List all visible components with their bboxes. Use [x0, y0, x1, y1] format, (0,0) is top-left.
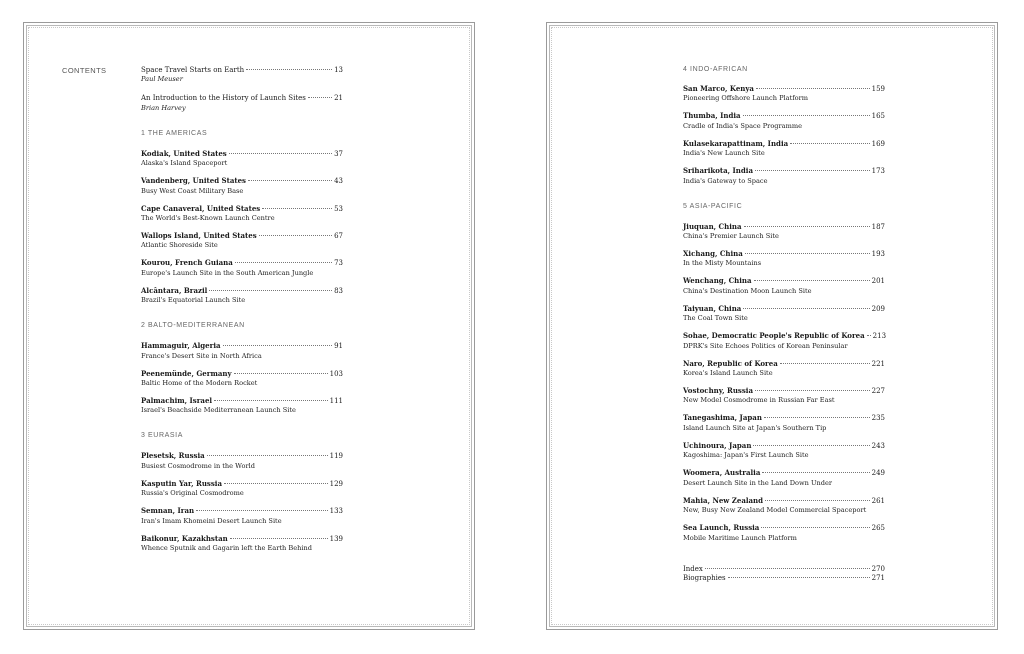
- toc-entry-page: 111: [329, 397, 343, 406]
- toc-entry-page: 43: [334, 177, 343, 186]
- toc-entry-subtitle: The Coal Town Site: [683, 314, 748, 323]
- toc-entry[interactable]: [683, 139, 885, 158]
- dot-leader: [235, 262, 332, 263]
- toc-entry-page: 129: [329, 479, 343, 488]
- dot-leader: [705, 568, 870, 569]
- left-page: [23, 22, 475, 630]
- toc-entry-row: [683, 523, 885, 533]
- dot-leader: [229, 153, 332, 154]
- dot-leader: [207, 455, 328, 456]
- toc-entry-page: 169: [871, 139, 885, 148]
- toc-entry-subtitle: France's Desert Site in North Africa: [141, 351, 262, 360]
- toc-entry-row: [683, 496, 885, 506]
- toc-entry-page: 159: [871, 85, 885, 93]
- dot-leader: [790, 143, 869, 144]
- toc-entry-row: [141, 258, 343, 268]
- toc-entry-title: Alcântara, Brazil: [141, 285, 208, 295]
- toc-entry-row: [141, 506, 343, 516]
- dot-leader: [765, 500, 870, 501]
- toc-backmatter-row[interactable]: [683, 565, 885, 574]
- toc-entry-page: 187: [871, 222, 885, 231]
- toc-entry-row: [683, 111, 885, 121]
- dot-leader: [234, 373, 328, 374]
- toc-entry-title: Sea Launch, Russia: [683, 523, 760, 533]
- toc-entry-title: Thumba, India: [683, 111, 741, 121]
- dot-leader: [743, 115, 870, 116]
- toc-entry[interactable]: [683, 249, 885, 268]
- toc-right: [683, 66, 885, 583]
- dot-leader: [780, 363, 870, 364]
- toc-entry-title: Kodiak, United States: [141, 148, 227, 158]
- section-heading: 2 BALTO-MEDITERRANEAN: [141, 322, 245, 330]
- toc-entry-row: [141, 231, 343, 241]
- toc-entry-title: Baikonur, Kazakhstan: [141, 533, 228, 543]
- dot-leader: [743, 308, 869, 309]
- toc-entry[interactable]: [683, 468, 885, 487]
- toc-entry[interactable]: [141, 396, 343, 415]
- toc-entry[interactable]: [683, 441, 885, 460]
- dot-leader: [756, 88, 870, 89]
- toc-entry[interactable]: [141, 286, 343, 305]
- toc-entry-subtitle: India's New Launch Site: [683, 149, 765, 158]
- toc-entry-page: 271: [871, 573, 885, 582]
- section-heading: 4 INDO-AFRICAN: [683, 66, 748, 73]
- toc-entry-page: 265: [871, 524, 885, 533]
- toc-entry-page: 193: [871, 250, 885, 259]
- toc-entry-page: 201: [871, 277, 885, 286]
- toc-entry-subtitle: In the Misty Mountains: [683, 259, 762, 268]
- toc-entry-title: Cape Canaveral, United States: [141, 203, 261, 213]
- toc-entry-subtitle: Brazil's Equatorial Launch Site: [141, 296, 246, 305]
- dot-leader: [248, 180, 332, 181]
- back-matter: [683, 565, 885, 583]
- toc-entry[interactable]: [141, 94, 343, 112]
- dot-leader: [755, 390, 870, 391]
- toc-entry-page: 53: [334, 204, 343, 213]
- toc-entry-row: [141, 286, 343, 296]
- toc-entry[interactable]: [683, 523, 885, 542]
- toc-entry-row: [141, 396, 343, 406]
- dot-leader: [223, 345, 333, 346]
- toc-entry-row: [141, 176, 343, 186]
- toc-entry-subtitle: Busy West Coast Military Base: [141, 186, 244, 195]
- toc-entry-page: 73: [334, 259, 343, 268]
- dot-leader: [744, 226, 870, 227]
- toc-entry-title: Kulasekarapattinam, India: [683, 138, 789, 148]
- toc-entry-subtitle: India's Gateway to Space: [683, 176, 768, 185]
- toc-entry[interactable]: [141, 341, 343, 360]
- toc-entry-subtitle: Mobile Maritime Launch Platform: [683, 533, 797, 542]
- toc-entry[interactable]: [683, 331, 885, 350]
- dot-leader: [745, 253, 870, 254]
- toc-entry-subtitle: Europe's Launch Site in the South American Jungle: [141, 268, 314, 277]
- dot-leader: [308, 97, 332, 98]
- toc-entry-title: Xichang, China: [683, 249, 743, 259]
- toc-entry[interactable]: [141, 534, 343, 553]
- toc-entry-title: An Introduction to the History of Launch Sites: [141, 94, 306, 103]
- toc-entry-title: Biographies: [683, 573, 726, 582]
- toc-entry-page: 173: [871, 167, 885, 176]
- toc-entry-row: [141, 149, 343, 159]
- toc-entry-row: [683, 331, 885, 341]
- toc-entry-subtitle: New, Busy New Zealand Model Commercial Spaceport: [683, 506, 867, 515]
- toc-entry-title: San Marco, Kenya: [683, 84, 754, 93]
- toc-entry-page: 213: [872, 332, 887, 341]
- toc-entry-row: [683, 276, 885, 286]
- toc-entry-title: Wallops Island, United States: [141, 231, 257, 241]
- contents-heading: CONTENTS: [62, 66, 107, 75]
- toc-entry-subtitle: Whence Sputnik and Gagarin left the Earth Behind: [141, 544, 312, 553]
- dot-leader: [209, 290, 332, 291]
- toc-entry-row: [683, 222, 885, 232]
- toc-entry-row: [141, 66, 343, 75]
- toc-entry-title: Peenemünde, Germany: [141, 368, 232, 378]
- toc-entry-page: 13: [334, 66, 343, 74]
- toc-entry[interactable]: [683, 304, 885, 323]
- toc-entry-row: [141, 94, 343, 103]
- toc-entry-subtitle: Kagoshima: Japan's First Launch Site: [683, 451, 809, 460]
- toc-entry[interactable]: [683, 386, 885, 405]
- toc-entry-subtitle: The World's Best-Known Launch Centre: [141, 214, 275, 223]
- toc-entry[interactable]: [683, 84, 885, 103]
- dot-leader: [262, 208, 332, 209]
- toc-entry-author: Paul Meuser: [141, 75, 183, 84]
- toc-entry-subtitle: Island Launch Site at Japan's Southern Tip: [683, 423, 827, 432]
- toc-entry-title: Jiuquan, China: [683, 221, 742, 231]
- toc-entry[interactable]: [141, 506, 343, 525]
- dot-leader: [761, 527, 869, 528]
- toc-entry-page: 165: [871, 112, 885, 121]
- toc-entry-row: [683, 468, 885, 478]
- toc-entry-page: 139: [329, 534, 343, 543]
- toc-entry-row: [683, 84, 885, 94]
- toc-entry-page: 270: [871, 564, 885, 573]
- toc-entry-row: [141, 369, 343, 379]
- toc-entry-row: [683, 139, 885, 149]
- toc-entry-title: Taiyuan, China: [683, 303, 742, 313]
- toc-entry-row: [141, 479, 343, 489]
- toc-entry-title: Naro, Republic of Korea: [683, 358, 778, 368]
- toc-entry[interactable]: [683, 359, 885, 378]
- toc-entry-title: Tanegashima, Japan: [683, 413, 762, 423]
- toc-entry-subtitle: Desert Launch Site in the Land Down Under: [683, 478, 833, 487]
- toc-backmatter-row[interactable]: [683, 574, 885, 583]
- toc-entry-page: 67: [334, 232, 343, 241]
- dot-leader: [246, 69, 332, 70]
- toc-entry-row: [683, 441, 885, 451]
- toc-entry-page: 119: [329, 452, 343, 461]
- toc-entry-subtitle: Israel's Beachside Mediterranean Launch Site: [141, 406, 296, 415]
- dot-leader: [214, 400, 328, 401]
- toc-entry-title: Kourou, French Guiana: [141, 258, 233, 268]
- dot-leader: [728, 577, 870, 578]
- toc-entry-subtitle: Alaska's Island Spaceport: [141, 159, 228, 168]
- section-heading: 5 ASIA-PACIFIC: [683, 202, 743, 210]
- dot-leader: [196, 510, 328, 511]
- toc-entry-subtitle: Korea's Island Launch Site: [683, 369, 773, 378]
- toc-entry-title: Space Travel Starts on Earth: [141, 66, 245, 74]
- toc-entry-row: [683, 413, 885, 423]
- dot-leader: [764, 417, 870, 418]
- toc-entry-title: Uchinoura, Japan: [683, 440, 752, 450]
- toc-entry[interactable]: [683, 276, 885, 295]
- toc-entry-page: 103: [329, 369, 343, 378]
- toc-entry[interactable]: [683, 222, 885, 241]
- toc-entry[interactable]: [141, 231, 343, 250]
- toc-entry-subtitle: DPRK's Site Echoes Politics of Korean Peninsular: [683, 341, 848, 350]
- toc-entry-page: 133: [329, 507, 343, 516]
- toc-entry-row: [141, 451, 343, 461]
- toc-entry-subtitle: Busiest Cosmodrome in the World: [141, 461, 255, 470]
- toc-entry-row: [141, 534, 343, 544]
- toc-entry-title: Sohae, Democratic People's Republic of Korea: [683, 331, 865, 341]
- toc-entry-row: [141, 204, 343, 214]
- toc-entry-subtitle: China's Premier Launch Site: [683, 232, 779, 241]
- toc-entry-page: 235: [871, 414, 885, 423]
- toc-entry[interactable]: [683, 166, 885, 185]
- section-heading: 1 THE AMERICAS: [141, 129, 208, 137]
- toc-entry[interactable]: [683, 111, 885, 130]
- toc-entry-subtitle: Russia's Original Cosmodrome: [141, 489, 244, 498]
- toc-entry-subtitle: China's Destination Moon Launch Site: [683, 286, 812, 295]
- toc-entry-row: [683, 249, 885, 259]
- toc-entry-page: 91: [334, 342, 343, 351]
- toc-entry-title: Woomera, Australia: [683, 468, 761, 478]
- dot-leader: [259, 235, 332, 236]
- toc-entry-subtitle: Pioneering Offshore Launch Platform: [683, 94, 809, 103]
- toc-entry-page: 249: [871, 469, 885, 478]
- toc-entry-title: Vostochny, Russia: [683, 386, 753, 396]
- toc-entry-title: Vandenberg, United States: [141, 176, 246, 186]
- toc-entry[interactable]: [683, 413, 885, 432]
- toc-entry[interactable]: [141, 451, 343, 470]
- toc-entry-subtitle: Baltic Home of the Modern Rocket: [141, 379, 258, 388]
- toc-entry-row: [683, 166, 885, 176]
- dot-leader: [230, 538, 328, 539]
- dot-leader: [755, 170, 870, 171]
- dot-leader: [867, 335, 871, 336]
- toc-entry-title: Kasputin Yar, Russia: [141, 478, 222, 488]
- toc-entry-page: 21: [334, 94, 343, 103]
- dot-leader: [762, 472, 869, 473]
- toc-entry-row: [683, 359, 885, 369]
- toc-entry[interactable]: [683, 496, 885, 515]
- toc-entry-row: [683, 304, 885, 314]
- dot-leader: [754, 280, 870, 281]
- toc-entry[interactable]: [141, 258, 343, 277]
- toc-entry[interactable]: [141, 369, 343, 388]
- toc-entry[interactable]: [141, 204, 343, 223]
- toc-entry-subtitle: Cradle of India's Space Programme: [683, 121, 802, 130]
- toc-entry-title: Palmachim, Israel: [141, 396, 213, 406]
- toc-entry-page: 243: [871, 441, 885, 450]
- toc-entry-subtitle: New Model Cosmodrome in Russian Far East: [683, 396, 835, 405]
- toc-left: [141, 66, 343, 561]
- toc-entry-row: [683, 386, 885, 396]
- dot-leader: [224, 483, 328, 484]
- toc-entry-title: Plesetsk, Russia: [141, 451, 205, 461]
- toc-entry-title: Semnan, Iran: [141, 506, 195, 516]
- toc-entry-page: 37: [334, 149, 343, 158]
- toc-entry-page: 227: [871, 387, 885, 396]
- toc-entry[interactable]: [141, 479, 343, 498]
- toc-entry-title: Sriharikota, India: [683, 166, 753, 176]
- toc-entry-title: Mahia, New Zealand: [683, 495, 764, 505]
- toc-entry-page: 209: [871, 304, 885, 313]
- toc-entry-page: 83: [334, 286, 343, 295]
- toc-entry-title: Hammaguir, Algeria: [141, 341, 221, 351]
- toc-entry-title: Index: [683, 564, 703, 573]
- toc-entry-author: Brian Harvey: [141, 103, 186, 112]
- toc-entry-subtitle: Atlantic Shoreside Site: [141, 241, 218, 250]
- toc-entry-row: [141, 341, 343, 351]
- toc-entry[interactable]: [141, 149, 343, 168]
- toc-entry[interactable]: [141, 66, 343, 84]
- toc-entry-page: 261: [871, 496, 885, 505]
- section-heading: 3 EURASIA: [141, 432, 183, 440]
- toc-entry-title: Wenchang, China: [683, 276, 752, 286]
- toc-entry[interactable]: [141, 176, 343, 195]
- toc-entry-subtitle: Iran's Imam Khomeini Desert Launch Site: [141, 516, 282, 525]
- dot-leader: [753, 445, 869, 446]
- toc-entry-page: 221: [871, 359, 885, 368]
- right-page: [546, 22, 998, 630]
